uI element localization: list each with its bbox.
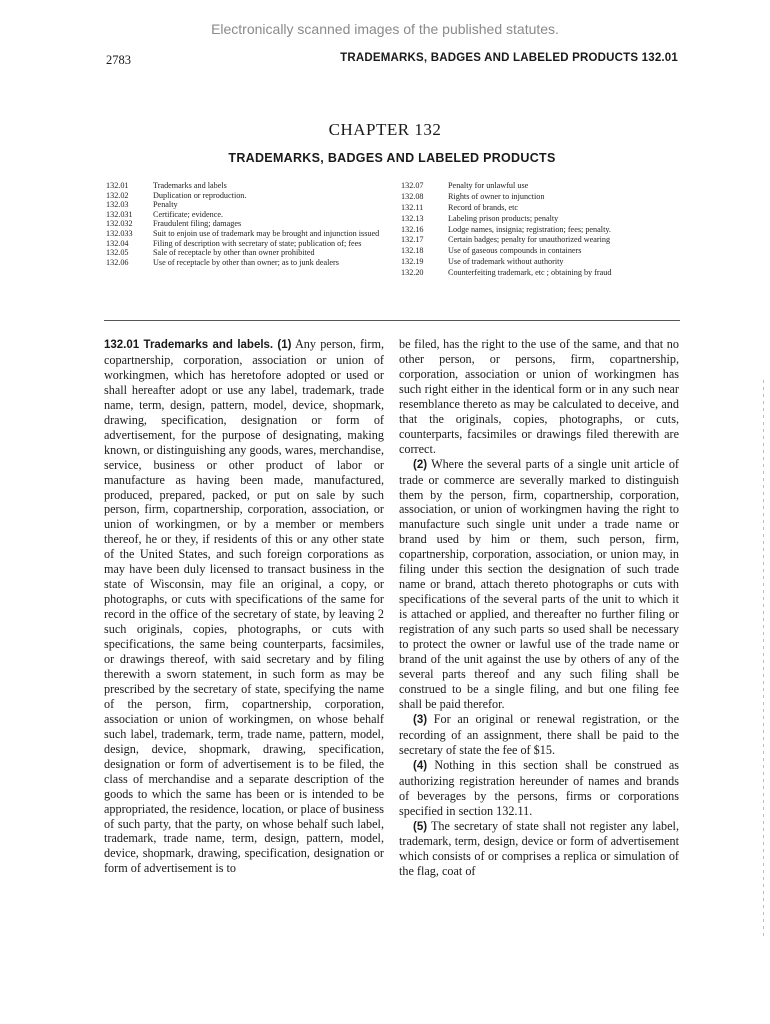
- toc-number: 132.19: [401, 257, 424, 267]
- toc-right-column: [401, 181, 691, 279]
- toc-title: Certificate; evidence.: [153, 209, 224, 219]
- toc-title: Penalty for unlawful use: [448, 181, 529, 190]
- subsection-text: be filed, has the right to the use of the same, and that no other person, or persons, firm, copartnership, corporation, association or union of workingmen has such right either in the identical form or in any such near resemblance thereto as may be calculated to deceive, and that the originals, copies, photographs, or cuts, counterparts, facsimiles or drawings filed therewith are correct.: [399, 337, 679, 456]
- toc-title: Penalty: [153, 200, 178, 210]
- subsection-label: (3): [413, 713, 428, 726]
- toc-entry: [106, 200, 386, 210]
- toc-number: 132.032: [106, 219, 133, 229]
- toc-title: Certain badges; penalty for unauthorized wearing: [448, 235, 611, 245]
- toc-entry: [106, 210, 386, 220]
- toc-number: 132.20: [401, 268, 424, 278]
- body-left-column: [104, 337, 384, 876]
- toc-number: 132.18: [401, 246, 424, 256]
- toc-entry: [401, 235, 691, 245]
- toc-number: 132.11: [401, 202, 424, 212]
- statute-paragraph: [104, 337, 384, 876]
- toc-title: Fraudulent filing; damages: [153, 219, 242, 229]
- toc-title: Use of receptacle by other than owner; as to junk dealers: [153, 257, 339, 267]
- toc-title: Duplication or reproduction.: [153, 190, 247, 200]
- statute-paragraph: [399, 337, 679, 457]
- statute-paragraph: [399, 457, 679, 712]
- toc-number: 132.04: [106, 238, 129, 248]
- toc-number: 132.01: [106, 181, 129, 190]
- toc-entry: [106, 239, 386, 249]
- subsection-text: Nothing in this section shall be construed as authorizing registration hereunder of names and brands of beverages by the persons, firms or corporations specified in section 132.11.: [399, 757, 679, 818]
- toc-entry: [106, 258, 386, 268]
- toc-entry: [401, 257, 691, 267]
- toc-number: 132.17: [401, 235, 424, 245]
- toc-title: Record of brands, etc: [448, 202, 519, 212]
- subsection-text: Where the several parts of a single unit article of trade or commerce are severally marked to distinguish them by the person, firm, copartnership, corporation, association, or union of workingmen having the right to manufacture such single unit under a trade name or brand used by him or them, such person, firm, copartnership, corporation, association, or union may, in filing under this section the designation of such trade name or brand, attach thereto photographs or cuts with specifications of the several parts of the unit to which it is attached or applied, and thereafter no further filing or registration of any such parts so used shall be necessary to protect the owner or lawful use of the trade name or brand of the unit against the use by others of any of the several parts thereof and any such filing shall be construed to be a single filing, and but one filing fee shall be paid therefor.: [399, 456, 679, 711]
- toc-entry: [401, 268, 691, 278]
- toc-title: Counterfeiting trademark, etc ; obtaining by fraud: [448, 268, 612, 278]
- toc-entry: [401, 225, 691, 235]
- toc-entry: [401, 181, 691, 191]
- toc-number: 132.033: [106, 228, 133, 238]
- toc-title: Filing of description with secretary of state; publication of; fees: [153, 238, 362, 248]
- toc-entry: [106, 229, 386, 239]
- section-divider: [104, 320, 680, 321]
- subsection-label: (4): [413, 759, 428, 772]
- toc-entry: [106, 181, 386, 191]
- subsection-label: (1): [277, 339, 292, 351]
- toc-entry: [106, 191, 386, 201]
- toc-title: Use of trademark without authority: [448, 257, 564, 267]
- toc-number: 132.03: [106, 200, 129, 210]
- toc-number: 132.07: [401, 181, 424, 190]
- statute-paragraph: [399, 819, 679, 880]
- toc-number: 132.031: [106, 209, 133, 219]
- scan-notice: Electronically scanned images of the published statutes.: [211, 21, 559, 37]
- statute-paragraph: [399, 712, 679, 758]
- toc-title: Sale of receptacle by other than owner prohibited: [153, 248, 315, 258]
- toc-entry: [106, 219, 386, 229]
- toc-entry: [401, 203, 691, 213]
- toc-title: Use of gaseous compounds in containers: [448, 246, 582, 256]
- toc-left-column: [106, 181, 386, 267]
- toc-entry: [401, 192, 691, 202]
- toc-number: 132.16: [401, 224, 424, 234]
- toc-title: Suit to enjoin use of trademark may be brought and injunction issued: [153, 228, 380, 238]
- toc-entry: [401, 214, 691, 224]
- toc-title: Rights of owner to injunction: [448, 191, 545, 201]
- toc-number: 132.06: [106, 257, 129, 267]
- running-head: TRADEMARKS, BADGES AND LABELED PRODUCTS 132.01: [340, 52, 678, 64]
- toc-title: Trademarks and labels: [153, 181, 227, 190]
- toc-title: Labeling prison products; penalty: [448, 213, 559, 223]
- scan-edge-artifact: [763, 380, 764, 940]
- body-right-column: [399, 337, 679, 879]
- toc-title: Lodge names, insignia; registration; fees; penalty.: [448, 224, 611, 234]
- toc-number: 132.05: [106, 248, 129, 258]
- chapter-subtitle: TRADEMARKS, BADGES AND LABELED PRODUCTS: [228, 151, 556, 165]
- page-number: 2783: [106, 53, 131, 67]
- subsection-label: (2): [413, 458, 428, 471]
- section-heading: 132.01 Trademarks and labels.: [104, 339, 274, 351]
- subsection-text: For an original or renewal registration, or the recording of an assignment, there shall be paid to the secretary of state the fee of $15.: [399, 711, 680, 757]
- subsection-label: (5): [413, 820, 428, 833]
- statute-paragraph: [399, 758, 679, 819]
- chapter-title: CHAPTER 132: [328, 120, 442, 139]
- subsection-text: The secretary of state shall not register any label, trademark, term, design, device or form of advertisement which consists of or comprises a replica or simulation of the flag, coat of: [399, 818, 679, 879]
- toc-number: 132.13: [401, 213, 424, 223]
- toc-entry: [106, 248, 386, 258]
- toc-number: 132.08: [401, 191, 424, 201]
- toc-entry: [401, 246, 691, 256]
- toc-number: 132.02: [106, 190, 129, 200]
- subsection-text: Any person, firm, copartnership, corporation, association or union of workingmen, which has heretofore adopted or used or shall hereafter adopt or use any label, trademark, trade name, term, design, pattern, model, device, shopmark, drawing, specification, designation or form of advertisement, for the purpose of designating, making known, or distinguishing any goods, wares, merchandise, service, business or other product of labor or manufacture as having been made, manufactured, produced, prepared, packed, or put on sale by such person, firm, copartnership, corporation, association, or union of workingmen, or by a member or members thereof, he or they, if residents of this or any other state of the United States, and such foreign corporations as may have been duly licensed to transact business in the state of Wisconsin, may file an original, a copy, or photographs, or cuts with specifications of the same for record in the office of the secretary of state, by leaving 2 such originals, copies, photographs, or cuts with specifications, the same being counterparts, facsimiles, or drawings thereof, with said secretary and by filing therewith a sworn statement, in such form as may be prescribed by the secretary of state, specifying the name of the person, firm, copartnership, corporation, association or union of workingmen, on whose behalf such label, trademark, term, trade name, pattern, model, design, device, shopmark, drawing, specification, designation or form of advertisement is to be filed, the class of merchandise and a separate description of the goods to which the same has been or is intended to be appropriated, the residence, location, or place of business of such party, that the party, on whose behalf such label, trademark, trade name, term, design, pattern, model, device, shopmark, drawing, specification, designation or form of advertisement is to: [104, 337, 385, 876]
